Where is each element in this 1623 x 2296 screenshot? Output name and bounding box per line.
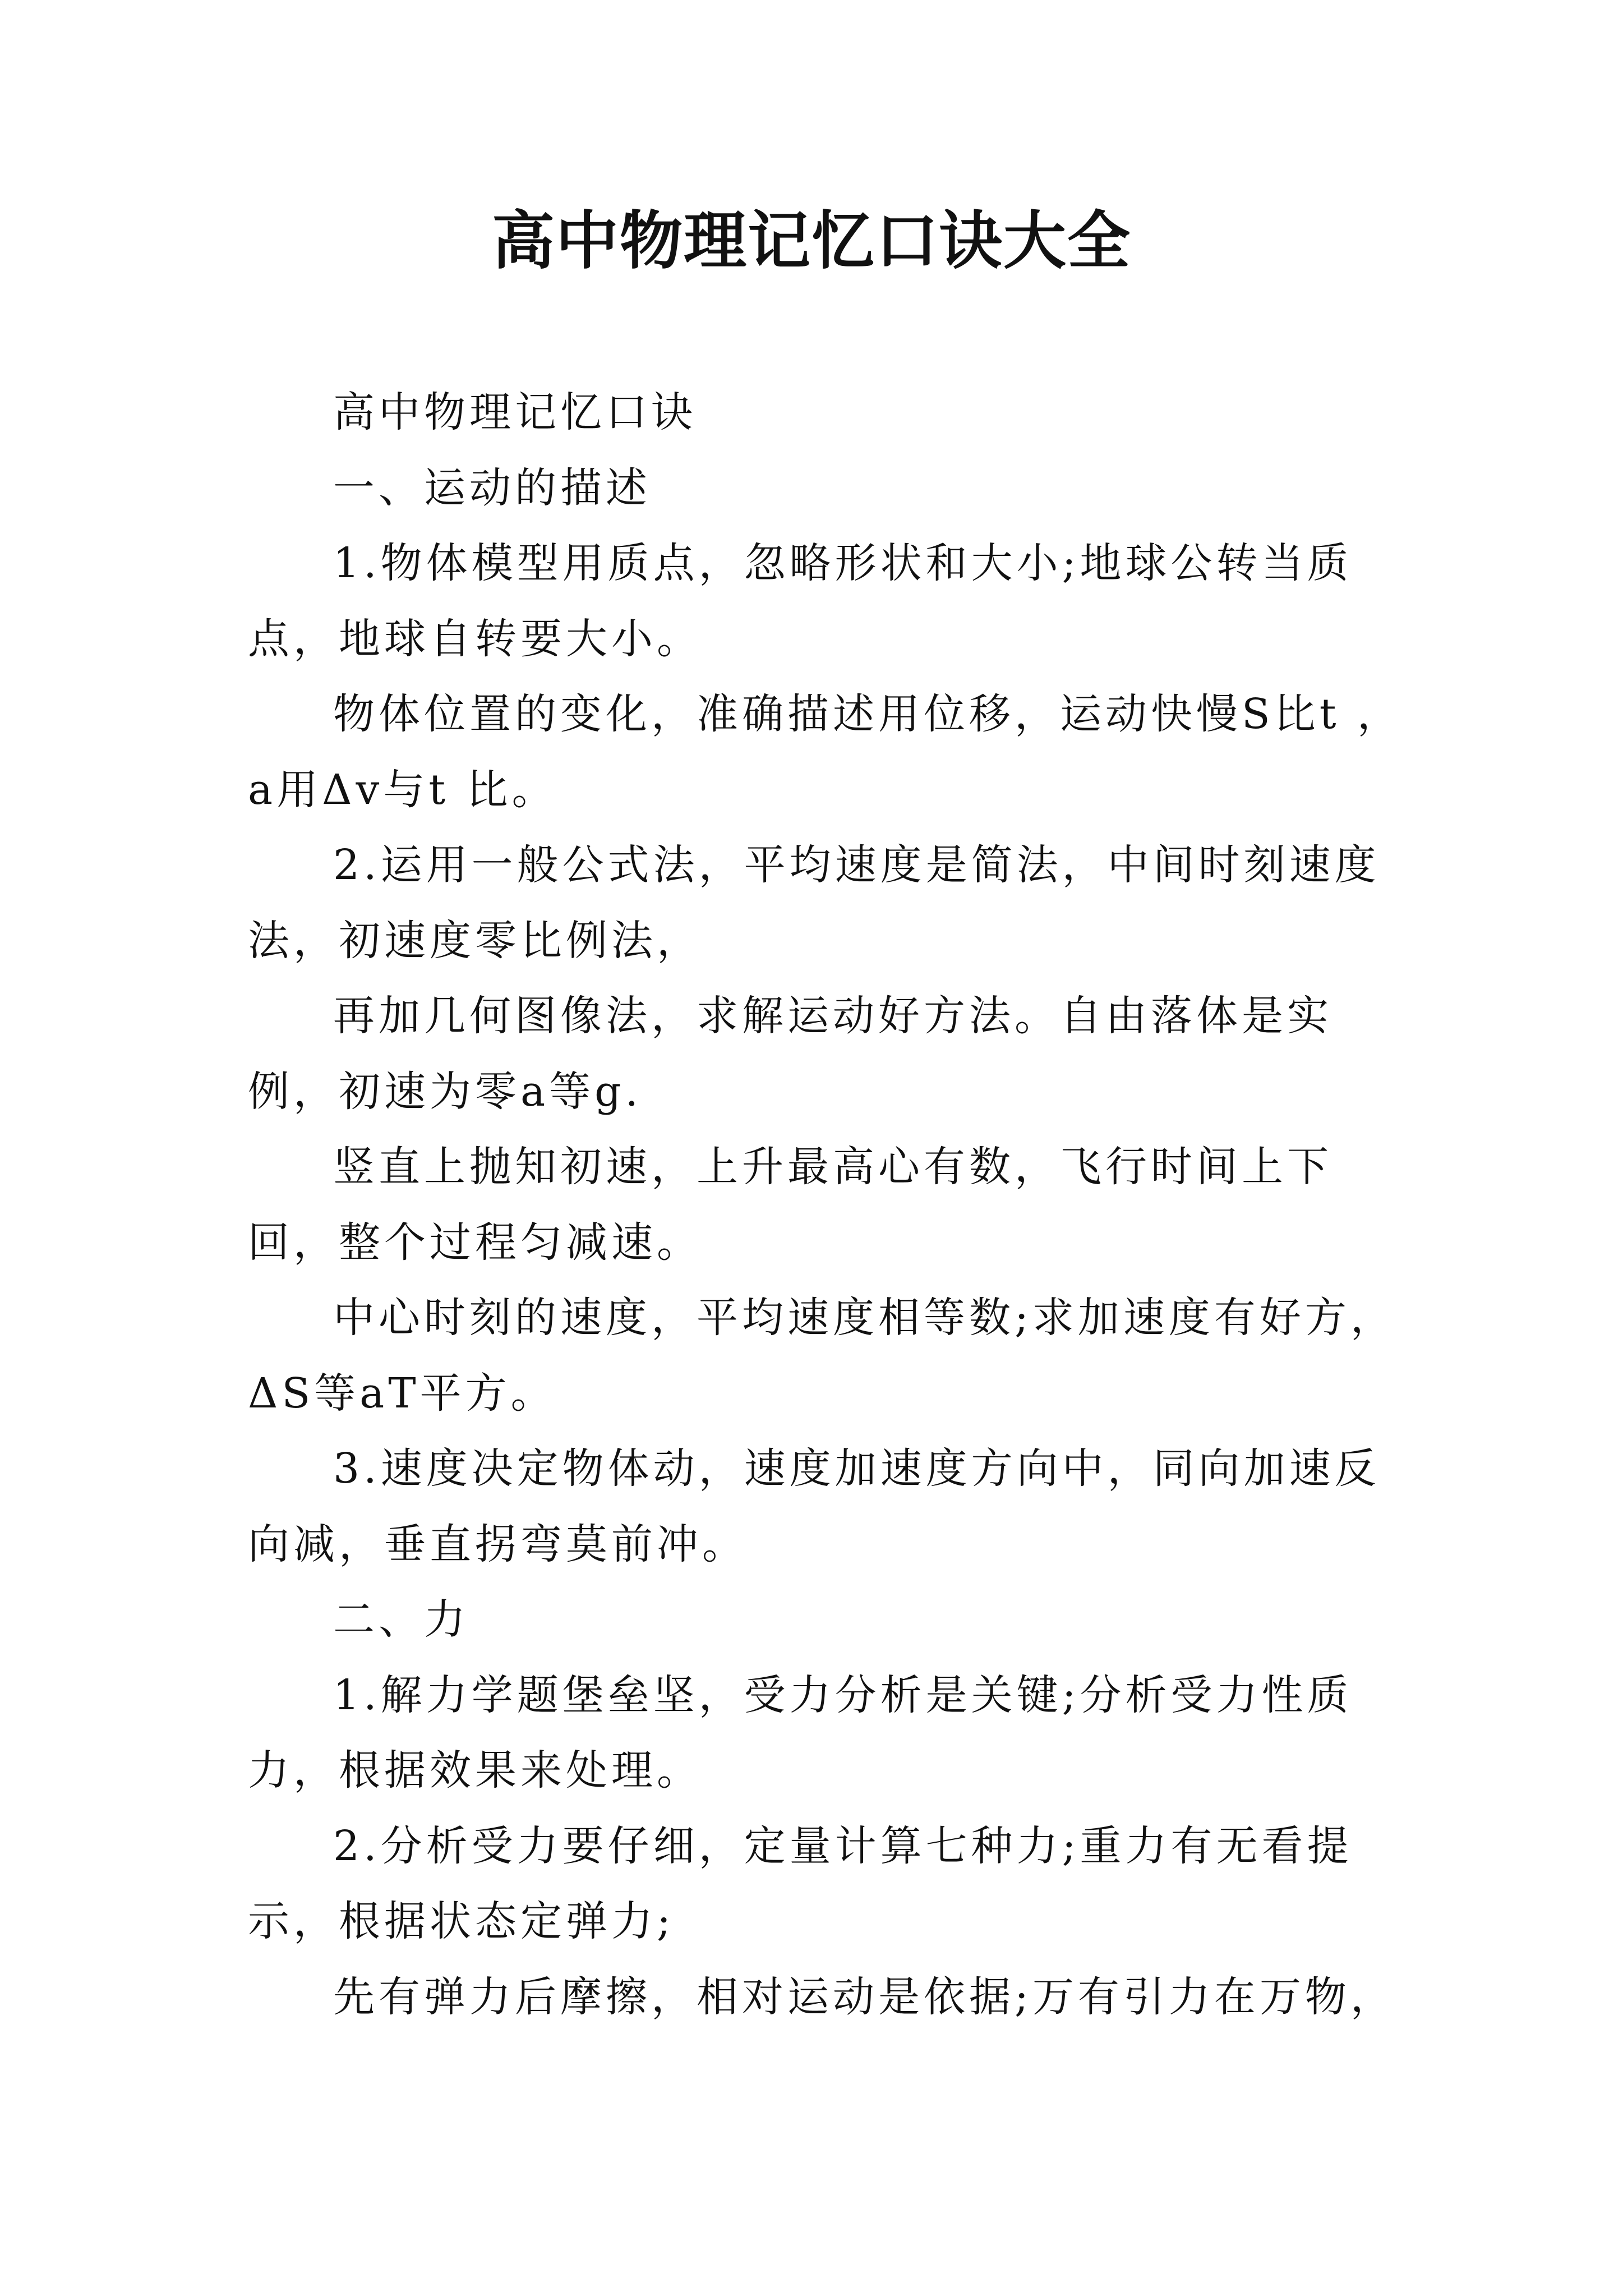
paragraph: 1.物体模型用质点，忽略形状和大小;地球公转当质点，地球自转要大小。	[248, 539, 1353, 663]
document-title: 高中物理记忆口诀大全	[492, 204, 1131, 278]
paragraph: 先有弹力后摩擦，相对运动是依据;万有引力在万物，	[333, 1972, 1396, 2021]
paragraph: 1.解力学题堡垒坚，受力分析是关键;分析受力性质力，根据效果来处理。	[248, 1671, 1353, 1795]
paragraph: 中心时刻的速度，平均速度相等数;求加速度有好方，ΔS等aT平方。	[248, 1294, 1396, 1418]
paragraph: 物体位置的变化，准确描述用位移，运动快慢S比t ，a用Δv与t 比。	[248, 690, 1403, 814]
section-heading: 高中物理记忆口诀	[333, 388, 697, 436]
paragraph: 再加几何图像法，求解运动好方法。自由落体是实例，初速为零a等g.	[248, 992, 1332, 1116]
section-heading: 一、运动的描述	[333, 463, 651, 512]
paragraph: 3.速度决定物体动，速度加速度方向中，同向加速反向减，垂直拐弯莫前冲。	[248, 1444, 1380, 1568]
document-body	[248, 375, 1414, 2035]
paragraph: 2.运用一般公式法，平均速度是简法，中间时刻速度法，初速度零比例法，	[248, 841, 1380, 965]
paragraph: 2.分析受力要仔细，定量计算七种力;重力有无看提示，根据状态定弹力;	[248, 1821, 1353, 1945]
section-heading: 二、力	[333, 1595, 469, 1644]
paragraph: 竖直上抛知初速，上升最高心有数，飞行时间上下回，整个过程匀减速。	[248, 1143, 1332, 1267]
